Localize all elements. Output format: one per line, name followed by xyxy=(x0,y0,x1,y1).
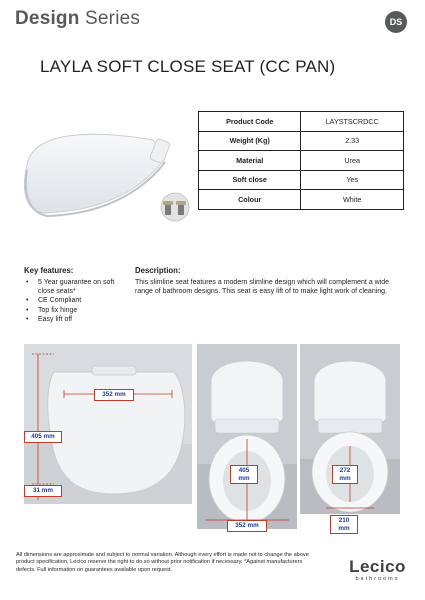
dim-open-width: 352 mm xyxy=(227,520,267,532)
spec-value: Yes xyxy=(301,170,404,190)
spec-value: 2.33 xyxy=(301,131,404,151)
feature-item: • Top fix hinge xyxy=(24,306,129,315)
features-list xyxy=(24,278,129,324)
series-brand-bold: Design xyxy=(15,8,80,29)
spec-label: Material xyxy=(199,151,301,171)
brand-logo xyxy=(340,558,415,583)
spec-row xyxy=(199,112,404,132)
hero-seat-lid xyxy=(24,134,165,213)
dim-height: 405 mm xyxy=(24,431,62,443)
spec-row xyxy=(199,170,404,190)
dim-thickness: 31 mm xyxy=(24,485,62,497)
spec-value: LAYSTSCRDCC xyxy=(301,112,404,132)
description-text: This slimline seat features a modern slimline design which will complement a wide range of bathroom designs. This seat is easy lift of to make light work of cleaning. xyxy=(135,279,390,296)
hero-seat-image xyxy=(15,110,195,235)
inner-seat-lid xyxy=(314,361,386,427)
photo-open-seat-inner xyxy=(300,344,400,514)
spec-value: White xyxy=(301,190,404,210)
spec-label: Product Code xyxy=(199,112,301,132)
footer-disclaimer: All dimensions are approximate and subject to normal variation. Although every effort is made not to change the above product specification, Lecico reserve the right to do so without prior notification if necessary. *Against manufacturers defects. Full information on guarantees available upon request. xyxy=(16,552,309,573)
dim-top-width: 352 mm xyxy=(94,389,134,401)
feature-item: • Easy lift off xyxy=(24,315,129,324)
series-badge: DS xyxy=(385,11,407,33)
features-heading: Key features: xyxy=(24,266,74,275)
spec-row xyxy=(199,190,404,210)
photo-open-seat xyxy=(197,344,297,529)
spec-row xyxy=(199,131,404,151)
brand-name: Lecico xyxy=(349,557,406,576)
page-title: LAYLA SOFT CLOSE SEAT (CC PAN) xyxy=(40,57,336,76)
spec-label: Weight (Kg) xyxy=(199,131,301,151)
dim-inner-width: 210 mm xyxy=(330,515,358,534)
photo-closed-seat xyxy=(24,344,192,504)
spec-label: Colour xyxy=(199,190,301,210)
feature-item: • CE Compliant xyxy=(24,296,129,305)
series-title xyxy=(15,8,140,30)
spec-table xyxy=(198,111,404,210)
description-heading: Description: xyxy=(135,266,181,275)
dim-open-height: 405 mm xyxy=(230,465,258,484)
spec-value: Urea xyxy=(301,151,404,171)
open-seat-lid xyxy=(211,361,283,427)
brand-sub: bathrooms xyxy=(355,576,400,582)
feature-item: • 5 Year guarantee on soft close seats* xyxy=(24,278,129,296)
closed-seat-hinge xyxy=(92,366,136,375)
series-brand-light: Series xyxy=(85,8,141,29)
dim-inner-height: 272 mm xyxy=(332,465,358,484)
spec-row xyxy=(199,151,404,171)
spec-label: Soft close xyxy=(199,170,301,190)
